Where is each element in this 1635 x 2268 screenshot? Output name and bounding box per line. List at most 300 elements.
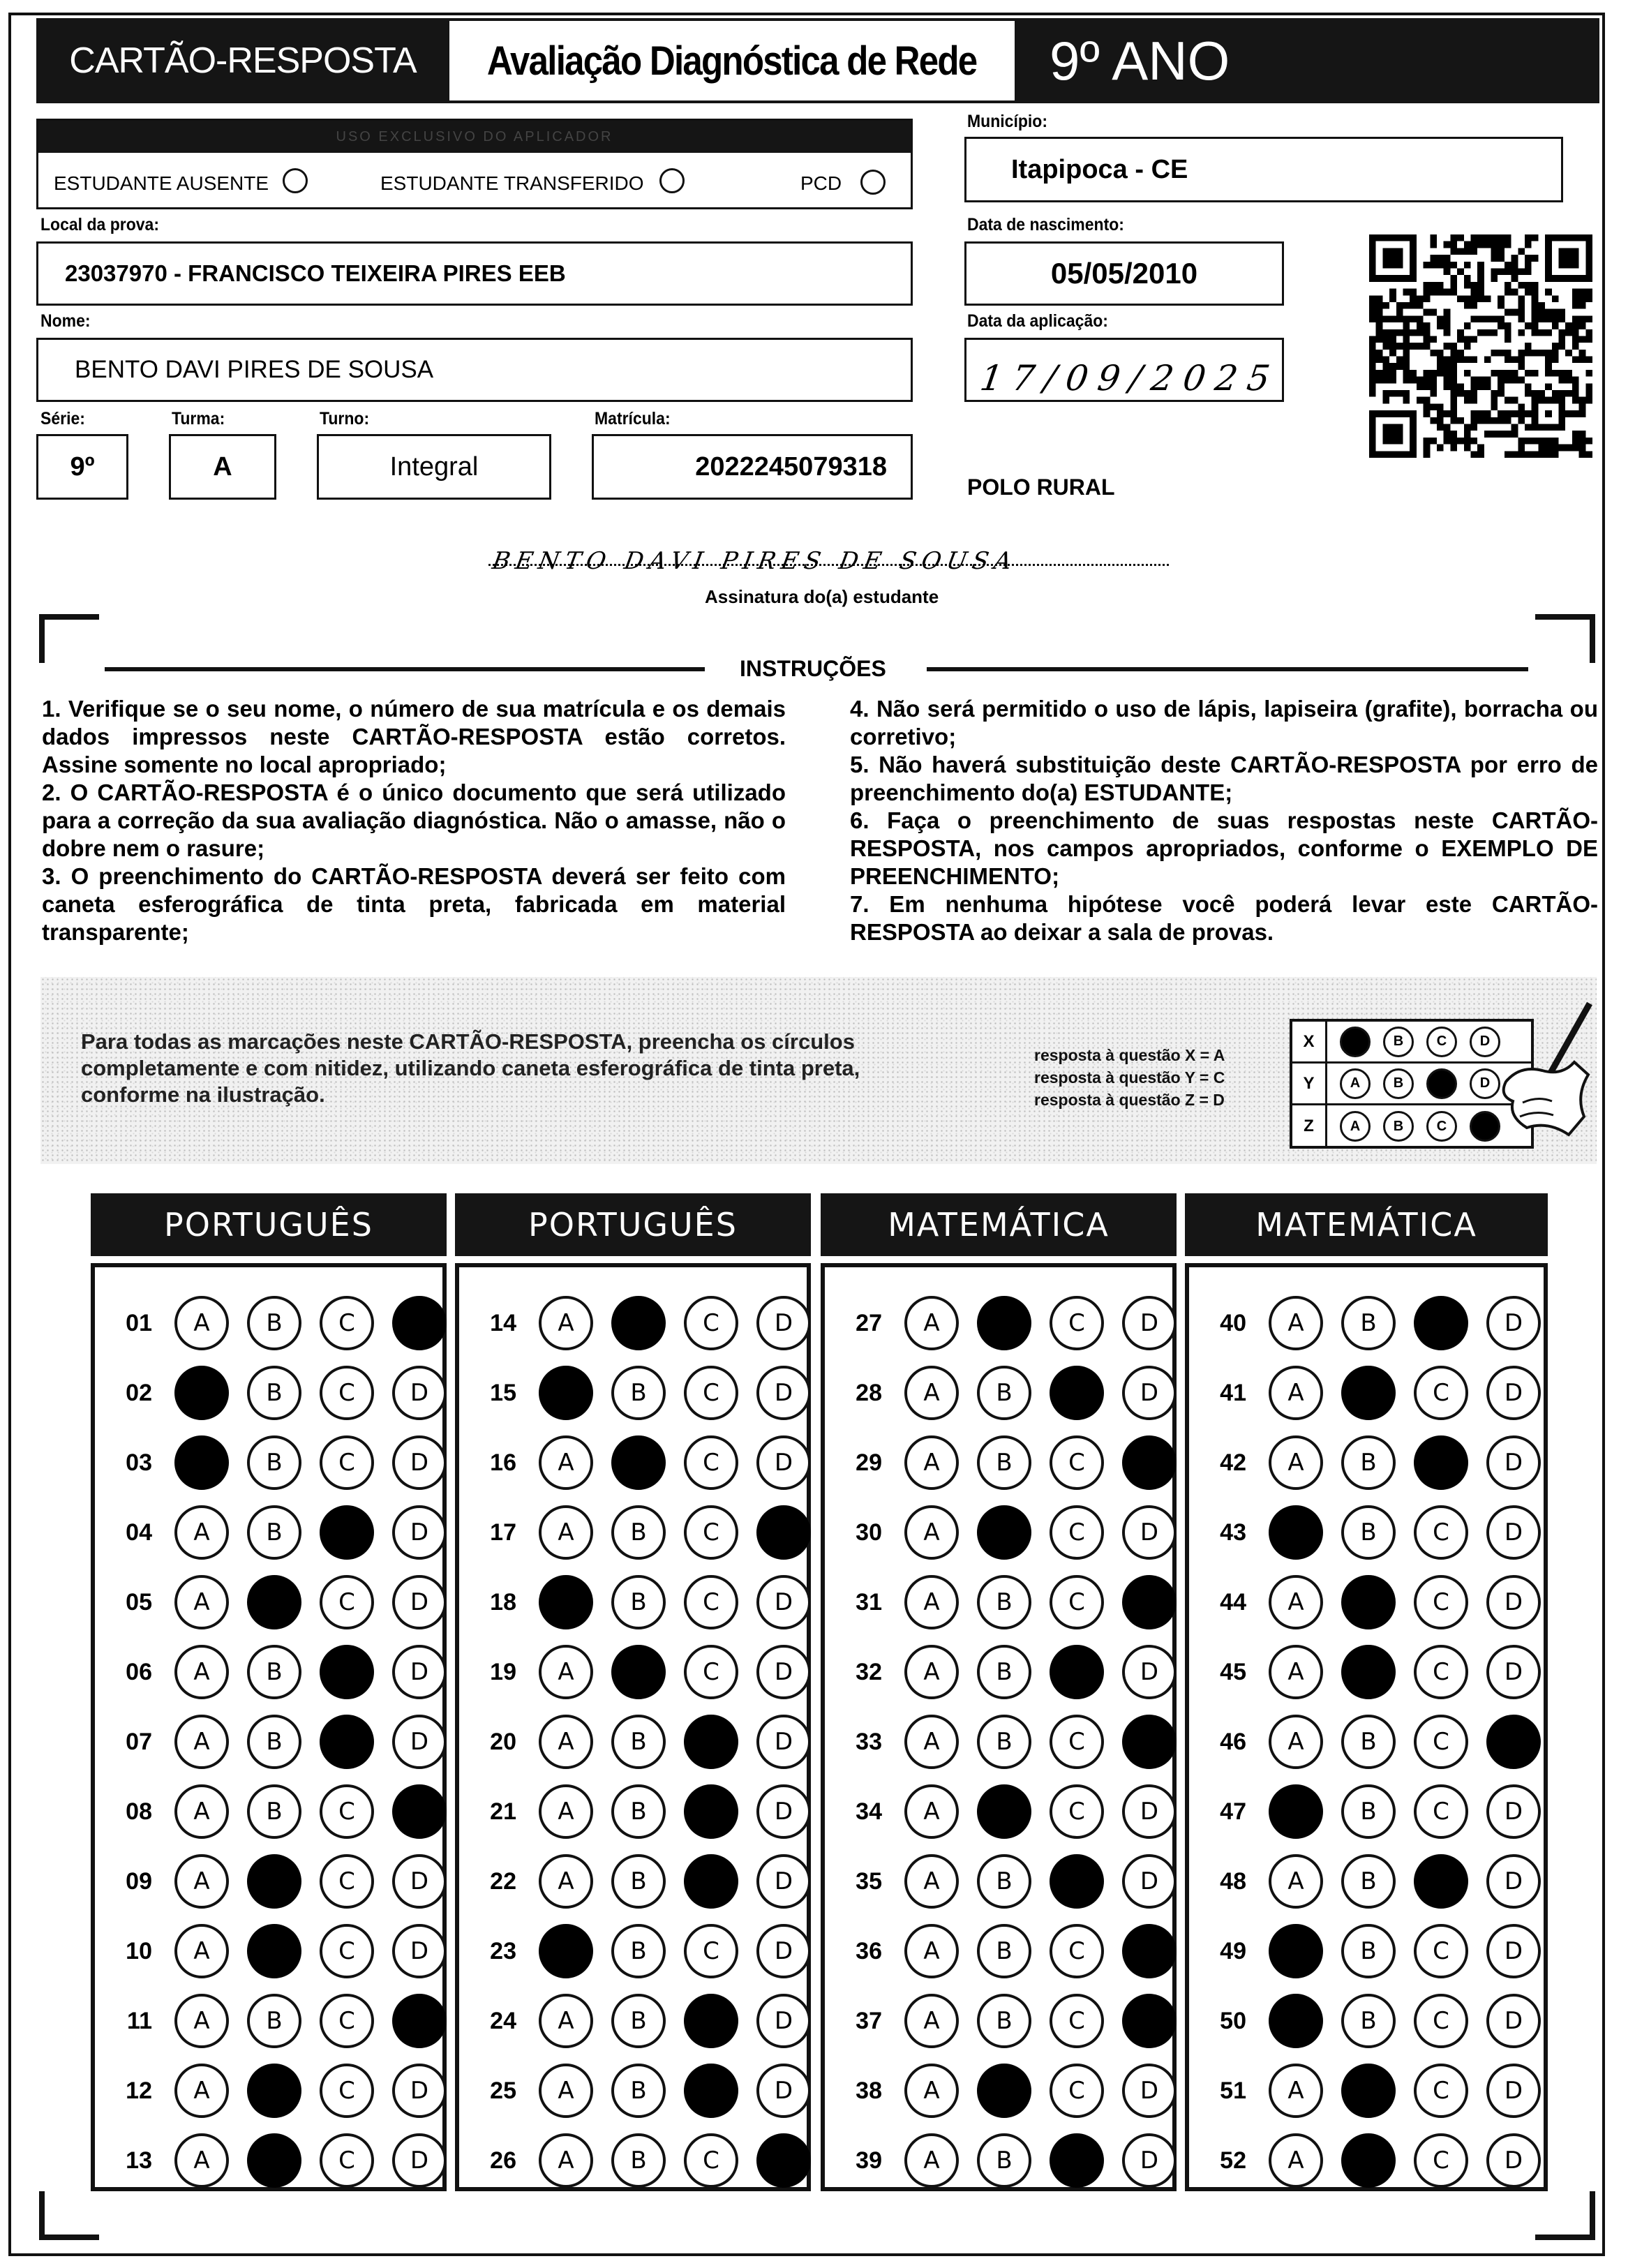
question-number: 02 xyxy=(126,1379,152,1406)
answer-bubble-a[interactable]: A xyxy=(539,1854,593,1909)
answer-bubble-b[interactable]: B xyxy=(977,1924,1031,1978)
question-row xyxy=(825,1428,1177,1498)
question-row xyxy=(95,1986,447,2056)
matricula-label: Matrícula: xyxy=(595,409,671,428)
answer-bubble-b[interactable]: B xyxy=(611,1366,666,1420)
answer-bubble-d[interactable]: D xyxy=(1486,1784,1541,1839)
question-number: 24 xyxy=(490,2007,516,2034)
answer-bubble-b[interactable]: B xyxy=(247,1784,301,1839)
answer-bubble-a[interactable]: A xyxy=(904,1366,959,1420)
answer-bubble-d[interactable]: D xyxy=(1122,1296,1177,1350)
polo-label: POLO RURAL xyxy=(967,475,1115,500)
answer-bubble-c[interactable]: C xyxy=(684,2064,738,2118)
answer-bubble-d[interactable]: D xyxy=(1122,1575,1177,1629)
answer-bubble-b[interactable]: B xyxy=(247,1994,301,2048)
answer-bubble-c[interactable]: C xyxy=(320,1854,374,1909)
answer-bubble-b[interactable]: B xyxy=(247,1924,301,1978)
answer-bubble-a[interactable]: A xyxy=(539,1435,593,1490)
question-row xyxy=(459,1847,811,1916)
answer-bubble-c[interactable]: C xyxy=(684,1435,738,1490)
answer-bubble-d[interactable]: D xyxy=(1486,1435,1541,1490)
answer-bubble-a[interactable]: A xyxy=(174,1994,229,2048)
signature-handwritten: BENTO DAVI PIRES DE SOUSA xyxy=(490,547,1020,575)
example-bubble-a: A xyxy=(1340,1068,1371,1099)
answer-bubble-c[interactable]: C xyxy=(1414,1924,1468,1978)
answer-bubble-d[interactable]: D xyxy=(392,1435,447,1490)
name-label: Nome: xyxy=(40,311,91,331)
answer-bubble-b[interactable]: B xyxy=(611,1505,666,1560)
answer-bubble-b[interactable]: B xyxy=(977,2133,1031,2188)
answer-bubble-d[interactable]: D xyxy=(1122,2133,1177,2188)
header-title-right-text: 9º ANO xyxy=(1050,29,1230,91)
answer-bubble-d[interactable]: D xyxy=(756,1435,811,1490)
answer-bubble-b[interactable]: B xyxy=(611,1296,666,1350)
answer-bubble-b[interactable]: B xyxy=(1341,1994,1396,2048)
answer-bubble-b[interactable]: B xyxy=(247,1435,301,1490)
question-row xyxy=(95,1288,447,1358)
question-number: 11 xyxy=(127,2007,152,2034)
answer-bubble-c[interactable]: C xyxy=(1050,1366,1104,1420)
answer-bubble-c[interactable]: C xyxy=(1414,1715,1468,1769)
example-bubble-d: D xyxy=(1470,1027,1500,1057)
answer-bubble-a[interactable]: A xyxy=(904,1435,959,1490)
answer-bubble-d[interactable]: D xyxy=(392,1505,447,1560)
answer-bubble-d[interactable]: D xyxy=(1486,1924,1541,1978)
answer-bubble-c[interactable]: C xyxy=(1050,1854,1104,1909)
answer-bubble-c[interactable]: C xyxy=(684,1924,738,1978)
answer-bubble-a[interactable]: A xyxy=(174,1505,229,1560)
question-row xyxy=(95,2056,447,2126)
answer-bubble-b[interactable]: B xyxy=(611,1715,666,1769)
answer-bubble-d[interactable]: D xyxy=(392,1645,447,1699)
answer-bubble-d[interactable]: D xyxy=(756,1994,811,2048)
answer-bubble-d[interactable]: D xyxy=(756,2133,811,2188)
answer-bubble-b[interactable]: B xyxy=(977,1505,1031,1560)
answer-bubble-d[interactable]: D xyxy=(1486,1296,1541,1350)
answer-bubble-a[interactable]: A xyxy=(904,1994,959,2048)
question-row xyxy=(95,1498,447,1567)
answer-bubble-b[interactable]: B xyxy=(247,2064,301,2118)
answer-bubble-b[interactable]: B xyxy=(977,1366,1031,1420)
question-number: 08 xyxy=(126,1798,152,1825)
question-row xyxy=(95,1637,447,1707)
answer-bubble-d[interactable]: D xyxy=(392,1575,447,1629)
question-row xyxy=(459,1707,811,1777)
answer-bubble-d[interactable]: D xyxy=(1486,2064,1541,2118)
turno-field xyxy=(317,434,551,500)
answer-bubble-a[interactable]: A xyxy=(174,2064,229,2118)
answer-bubble-a[interactable]: A xyxy=(539,1296,593,1350)
answer-bubble-a[interactable]: A xyxy=(904,2133,959,2188)
question-number: 06 xyxy=(126,1658,152,1685)
answer-bubble-c[interactable]: C xyxy=(684,1645,738,1699)
answer-bubble-d[interactable]: D xyxy=(756,1575,811,1629)
answer-bubble-b[interactable]: B xyxy=(977,1296,1031,1350)
answer-bubble-c[interactable]: C xyxy=(1414,1575,1468,1629)
answer-bubble-c[interactable]: C xyxy=(320,1924,374,1978)
answer-bubble-c[interactable]: C xyxy=(1050,1296,1104,1350)
answer-bubble-a[interactable]: A xyxy=(174,1435,229,1490)
answer-bubble-b[interactable]: B xyxy=(611,1854,666,1909)
answer-bubble-d[interactable]: D xyxy=(1486,1854,1541,1909)
answer-bubble-d[interactable]: D xyxy=(392,1924,447,1978)
answer-bubble-b[interactable]: B xyxy=(1341,1575,1396,1629)
answer-bubble-d[interactable]: D xyxy=(1486,1575,1541,1629)
answer-bubble-c[interactable]: C xyxy=(320,1435,374,1490)
answer-bubble-d[interactable]: D xyxy=(1122,1435,1177,1490)
question-number: 23 xyxy=(490,1937,516,1964)
answer-bubble-a[interactable]: A xyxy=(904,1645,959,1699)
answer-bubble-b[interactable]: B xyxy=(611,1435,666,1490)
answer-bubble-c[interactable]: C xyxy=(1414,2064,1468,2118)
example-question-label: Z xyxy=(1292,1105,1327,1147)
answer-bubble-d[interactable]: D xyxy=(756,1505,811,1560)
instructions-title: INSTRUÇÕES xyxy=(740,656,886,681)
answer-bubble-b[interactable]: B xyxy=(247,1505,301,1560)
instruction-item: 4. Não será permitido o uso de lápis, lapiseira (grafite), borracha ou corretivo; xyxy=(850,696,1598,749)
answer-bubble-b[interactable]: B xyxy=(1341,2133,1396,2188)
answer-bubble-d[interactable]: D xyxy=(392,1296,447,1350)
answer-bubble-a[interactable]: A xyxy=(1269,1366,1323,1420)
applicator-box xyxy=(36,119,913,209)
answer-bubble-c[interactable]: C xyxy=(1414,1994,1468,2048)
answer-bubble-c[interactable]: C xyxy=(684,2133,738,2188)
header-title-right xyxy=(1015,18,1599,103)
answer-bubble-c[interactable]: C xyxy=(684,1366,738,1420)
answer-bubble-d[interactable]: D xyxy=(1486,1366,1541,1420)
instruction-item: 1. Verifique se o seu nome, o número de sua matrícula e os demais dados impressos neste CARTÃO-RESPOSTA estão corretos. Assine somente no local apropriado; xyxy=(42,696,786,777)
answer-bubble-b[interactable]: B xyxy=(247,1575,301,1629)
answer-bubble-a[interactable]: A xyxy=(539,1505,593,1560)
answer-bubble-d[interactable]: D xyxy=(756,1924,811,1978)
answer-bubble-b[interactable]: B xyxy=(1341,2064,1396,2118)
answer-bubble-c[interactable]: C xyxy=(320,1296,374,1350)
answer-bubble-a[interactable]: A xyxy=(174,2133,229,2188)
matricula-value: 2022245079318 xyxy=(695,452,887,482)
answer-bubble-a[interactable]: A xyxy=(904,1924,959,1978)
answer-bubble-d[interactable]: D xyxy=(756,1366,811,1420)
answer-bubble-c[interactable]: C xyxy=(320,2064,374,2118)
answer-bubble-b[interactable]: B xyxy=(1341,1645,1396,1699)
answer-bubble-d[interactable]: D xyxy=(756,1296,811,1350)
answer-bubble-d[interactable]: D xyxy=(1122,2064,1177,2118)
answer-bubble-a[interactable]: A xyxy=(174,1854,229,1909)
answer-bubble-b[interactable]: B xyxy=(611,1924,666,1978)
answer-bubble-b[interactable]: B xyxy=(247,1715,301,1769)
answer-bubble-a[interactable]: A xyxy=(174,1645,229,1699)
answer-bubble-b[interactable]: B xyxy=(247,2133,301,2188)
question-number: 45 xyxy=(1220,1658,1246,1685)
local-field xyxy=(36,241,913,306)
question-row xyxy=(1189,1358,1541,1428)
answer-bubble-a[interactable]: A xyxy=(174,1575,229,1629)
answer-bubble-b[interactable]: B xyxy=(977,2064,1031,2118)
answer-bubble-d[interactable]: D xyxy=(1122,1645,1177,1699)
answer-bubble-c[interactable]: C xyxy=(1050,1435,1104,1490)
answer-bubble-d[interactable]: D xyxy=(392,1366,447,1420)
answer-bubble-b[interactable]: B xyxy=(977,1575,1031,1629)
answer-bubble-c[interactable]: C xyxy=(320,1575,374,1629)
serie-field xyxy=(36,434,128,500)
answer-bubble-a[interactable]: A xyxy=(904,2064,959,2118)
answer-bubble-a[interactable]: A xyxy=(539,1715,593,1769)
answer-bubble-d[interactable]: D xyxy=(756,1715,811,1769)
question-row xyxy=(825,1567,1177,1637)
answer-bubble-a[interactable]: A xyxy=(1269,1296,1323,1350)
question-number: 15 xyxy=(490,1379,516,1406)
answer-bubble-a[interactable]: A xyxy=(1269,1435,1323,1490)
question-row xyxy=(825,1358,1177,1428)
answer-bubble-a[interactable]: A xyxy=(1269,1784,1323,1839)
answer-bubble-d[interactable]: D xyxy=(1122,1505,1177,1560)
answer-bubble-c[interactable]: C xyxy=(1414,1435,1468,1490)
answer-bubble-c[interactable]: C xyxy=(1414,2133,1468,2188)
answer-bubble-a[interactable]: A xyxy=(1269,1575,1323,1629)
answer-bubble-b[interactable]: B xyxy=(247,1366,301,1420)
question-number: 48 xyxy=(1220,1867,1246,1895)
answer-bubble-d[interactable]: D xyxy=(1122,1366,1177,1420)
answer-bubble-a[interactable]: A xyxy=(174,1784,229,1839)
nascimento-label: Data de nascimento: xyxy=(967,215,1124,234)
answer-bubble-a[interactable]: A xyxy=(1269,1994,1323,2048)
answer-bubble-a[interactable]: A xyxy=(539,1575,593,1629)
answer-bubble-d[interactable]: D xyxy=(1486,1505,1541,1560)
answer-bubble-c[interactable]: C xyxy=(1414,1366,1468,1420)
question-row xyxy=(459,1428,811,1498)
answer-bubble-a[interactable]: A xyxy=(1269,2133,1323,2188)
corner-top-right xyxy=(1535,614,1595,663)
answer-bubble-c[interactable]: C xyxy=(1414,1854,1468,1909)
answer-bubble-a[interactable]: A xyxy=(539,2133,593,2188)
answer-bubble-a[interactable]: A xyxy=(1269,2064,1323,2118)
answer-bubble-a[interactable]: A xyxy=(539,1784,593,1839)
answer-bubble-b[interactable]: B xyxy=(1341,1435,1396,1490)
applicator-options xyxy=(38,153,911,209)
answer-column xyxy=(821,1263,1177,2191)
header-title-center-text: Avaliação Diagnóstica de Rede xyxy=(487,38,977,84)
question-row xyxy=(1189,2056,1541,2126)
answer-bubble-b[interactable]: B xyxy=(1341,1854,1396,1909)
answer-bubble-d[interactable]: D xyxy=(392,1715,447,1769)
example-bubble-d: D xyxy=(1470,1111,1500,1142)
name-value: BENTO DAVI PIRES DE SOUSA xyxy=(75,356,434,383)
question-row xyxy=(95,1428,447,1498)
answer-column xyxy=(1185,1263,1548,2191)
answer-bubble-a[interactable]: A xyxy=(539,1994,593,2048)
header-title-center xyxy=(449,18,1015,103)
answer-bubble-a[interactable]: A xyxy=(174,1296,229,1350)
answer-bubble-a[interactable]: A xyxy=(174,1924,229,1978)
question-row xyxy=(1189,1916,1541,1986)
answer-bubble-b[interactable]: B xyxy=(611,1645,666,1699)
answer-bubble-d[interactable]: D xyxy=(1122,1784,1177,1839)
question-row xyxy=(825,1847,1177,1916)
answer-bubble-c[interactable]: C xyxy=(684,1575,738,1629)
answer-bubble-a[interactable]: A xyxy=(174,1715,229,1769)
answer-bubble-a[interactable]: A xyxy=(539,2064,593,2118)
answer-bubble-a[interactable]: A xyxy=(1269,1715,1323,1769)
answer-bubble-b[interactable]: B xyxy=(977,1854,1031,1909)
question-row xyxy=(1189,1567,1541,1637)
answer-bubble-c[interactable]: C xyxy=(1050,1924,1104,1978)
answer-bubble-d[interactable]: D xyxy=(392,1854,447,1909)
question-row xyxy=(825,1707,1177,1777)
question-number: 16 xyxy=(490,1449,516,1476)
question-row xyxy=(825,1916,1177,1986)
hand-pen-icon xyxy=(1492,998,1597,1137)
answer-bubble-b[interactable]: B xyxy=(1341,1715,1396,1769)
answer-bubble-c[interactable]: C xyxy=(1050,2133,1104,2188)
question-row xyxy=(825,1637,1177,1707)
answer-bubble-b[interactable]: B xyxy=(977,1435,1031,1490)
answer-bubble-b[interactable]: B xyxy=(977,1994,1031,2048)
answer-bubble-c[interactable]: C xyxy=(1050,1715,1104,1769)
answer-bubble-d[interactable]: D xyxy=(1486,1994,1541,2048)
answer-bubble-b[interactable]: B xyxy=(1341,1924,1396,1978)
question-number: 44 xyxy=(1220,1588,1246,1616)
answer-bubble-a[interactable]: A xyxy=(539,1924,593,1978)
answer-bubble-d[interactable]: D xyxy=(1122,1924,1177,1978)
answer-bubble-c[interactable]: C xyxy=(1414,1645,1468,1699)
answer-bubble-b[interactable]: B xyxy=(977,1715,1031,1769)
local-label: Local da prova: xyxy=(40,215,159,234)
answer-bubble-c[interactable]: C xyxy=(320,2133,374,2188)
example-line: resposta à questão X = A xyxy=(1034,1046,1225,1064)
section-title xyxy=(1185,1193,1548,1256)
answer-bubble-b[interactable]: B xyxy=(977,1784,1031,1839)
answer-bubble-c[interactable]: C xyxy=(1414,1505,1468,1560)
answer-bubble-c[interactable]: C xyxy=(320,1505,374,1560)
qr-code-graphic xyxy=(1369,234,1592,458)
answer-bubble-b[interactable]: B xyxy=(1341,1296,1396,1350)
answer-bubble-b[interactable]: B xyxy=(611,1575,666,1629)
question-number: 13 xyxy=(126,2147,152,2174)
answer-bubble-d[interactable]: D xyxy=(1486,1715,1541,1769)
answer-bubble-b[interactable]: B xyxy=(247,1854,301,1909)
section-title-text: PORTUGUÊS xyxy=(164,1206,373,1244)
answer-bubble-c[interactable]: C xyxy=(684,1854,738,1909)
answer-bubble-c[interactable]: C xyxy=(1050,1505,1104,1560)
answer-bubble-c[interactable]: C xyxy=(320,1994,374,2048)
answer-bubble-d[interactable]: D xyxy=(1122,1854,1177,1909)
answer-bubble-c[interactable]: C xyxy=(1414,1784,1468,1839)
question-number: 07 xyxy=(126,1728,152,1755)
example-question-label: Y xyxy=(1292,1064,1327,1103)
answer-bubble-a[interactable]: A xyxy=(174,1366,229,1420)
answer-bubble-c[interactable]: C xyxy=(320,1645,374,1699)
transferred-radio[interactable] xyxy=(659,168,685,193)
answer-bubble-b[interactable]: B xyxy=(1341,1505,1396,1560)
answer-bubble-b[interactable]: B xyxy=(1341,1784,1396,1839)
instructions-rule-left xyxy=(105,667,705,671)
answer-bubble-c[interactable]: C xyxy=(1050,1645,1104,1699)
answer-bubble-c[interactable]: C xyxy=(320,1715,374,1769)
question-number: 33 xyxy=(856,1728,882,1755)
answer-bubble-c[interactable]: C xyxy=(684,1784,738,1839)
answer-bubble-d[interactable]: D xyxy=(756,1645,811,1699)
question-row xyxy=(459,1986,811,2056)
answer-bubble-a[interactable]: A xyxy=(904,1575,959,1629)
answer-bubble-b[interactable]: B xyxy=(247,1296,301,1350)
answer-bubble-b[interactable]: B xyxy=(611,1994,666,2048)
aplicacao-handwritten: 17/09/2025 xyxy=(977,358,1283,398)
local-value: 23037970 - FRANCISCO TEIXEIRA PIRES EEB xyxy=(65,260,566,286)
question-row xyxy=(95,1777,447,1847)
answer-bubble-c[interactable]: C xyxy=(684,1296,738,1350)
answer-bubble-d[interactable]: D xyxy=(1122,1994,1177,2048)
instructions-left xyxy=(42,695,786,946)
corner-top-left xyxy=(39,614,99,663)
answer-bubble-c[interactable]: C xyxy=(320,1366,374,1420)
answer-bubble-b[interactable]: B xyxy=(611,1784,666,1839)
answer-bubble-c[interactable]: C xyxy=(1050,1575,1104,1629)
answer-bubble-d[interactable]: D xyxy=(392,2064,447,2118)
question-number: 31 xyxy=(856,1588,882,1616)
answer-bubble-a[interactable]: A xyxy=(539,1645,593,1699)
question-number: 49 xyxy=(1220,1937,1246,1964)
answer-bubble-a[interactable]: A xyxy=(904,1854,959,1909)
question-number: 01 xyxy=(126,1309,152,1336)
question-row xyxy=(825,1498,1177,1567)
answer-bubble-c[interactable]: C xyxy=(684,1994,738,2048)
answer-bubble-d[interactable]: D xyxy=(1486,2133,1541,2188)
answer-bubble-b[interactable]: B xyxy=(1341,1366,1396,1420)
answer-bubble-b[interactable]: B xyxy=(611,2064,666,2118)
answer-bubble-a[interactable]: A xyxy=(1269,1924,1323,1978)
answer-bubble-c[interactable]: C xyxy=(684,1505,738,1560)
instruction-item: 7. Em nenhuma hipótese você poderá levar este CARTÃO-RESPOSTA ao deixar a sala de provas. xyxy=(850,891,1598,945)
answer-bubble-c[interactable]: C xyxy=(1050,1994,1104,2048)
turno-label: Turno: xyxy=(320,409,370,428)
question-row xyxy=(1189,1847,1541,1916)
answer-bubble-a[interactable]: A xyxy=(904,1505,959,1560)
answer-bubble-b[interactable]: B xyxy=(247,1645,301,1699)
question-number: 32 xyxy=(856,1658,882,1685)
answer-bubble-d[interactable]: D xyxy=(392,2133,447,2188)
answer-bubble-c[interactable]: C xyxy=(320,1784,374,1839)
question-row xyxy=(1189,1288,1541,1358)
answer-bubble-c[interactable]: C xyxy=(684,1715,738,1769)
answer-bubble-d[interactable]: D xyxy=(392,1994,447,2048)
answer-bubble-d[interactable]: D xyxy=(756,1784,811,1839)
answer-bubble-c[interactable]: C xyxy=(1050,1784,1104,1839)
example-question-label: X xyxy=(1292,1022,1327,1061)
answer-bubble-d[interactable]: D xyxy=(1486,1645,1541,1699)
answer-bubble-a[interactable]: A xyxy=(904,1715,959,1769)
answer-bubble-d[interactable]: D xyxy=(756,1854,811,1909)
question-row xyxy=(459,1498,811,1567)
answer-bubble-a[interactable]: A xyxy=(539,1366,593,1420)
example-line: resposta à questão Y = C xyxy=(1034,1068,1225,1087)
answer-bubble-b[interactable]: B xyxy=(611,2133,666,2188)
example-bubble-c: C xyxy=(1426,1068,1457,1099)
answer-bubble-c[interactable]: C xyxy=(1050,2064,1104,2118)
answer-bubble-d[interactable]: D xyxy=(1122,1715,1177,1769)
municipio-field xyxy=(964,137,1563,202)
answer-bubble-a[interactable]: A xyxy=(1269,1505,1323,1560)
answer-bubble-a[interactable]: A xyxy=(904,1296,959,1350)
answer-bubble-a[interactable]: A xyxy=(1269,1645,1323,1699)
answer-bubble-a[interactable]: A xyxy=(1269,1854,1323,1909)
instruction-item: 5. Não haverá substituição deste CARTÃO-RESPOSTA por erro de preenchimento do(a) ESTUDANTE; xyxy=(850,752,1598,805)
pcd-radio[interactable] xyxy=(860,170,886,195)
answer-bubble-d[interactable]: D xyxy=(756,2064,811,2118)
answer-bubble-c[interactable]: C xyxy=(1414,1296,1468,1350)
answer-bubble-b[interactable]: B xyxy=(977,1645,1031,1699)
answer-bubble-a[interactable]: A xyxy=(904,1784,959,1839)
answer-bubble-d[interactable]: D xyxy=(392,1784,447,1839)
absent-radio[interactable] xyxy=(283,168,308,193)
